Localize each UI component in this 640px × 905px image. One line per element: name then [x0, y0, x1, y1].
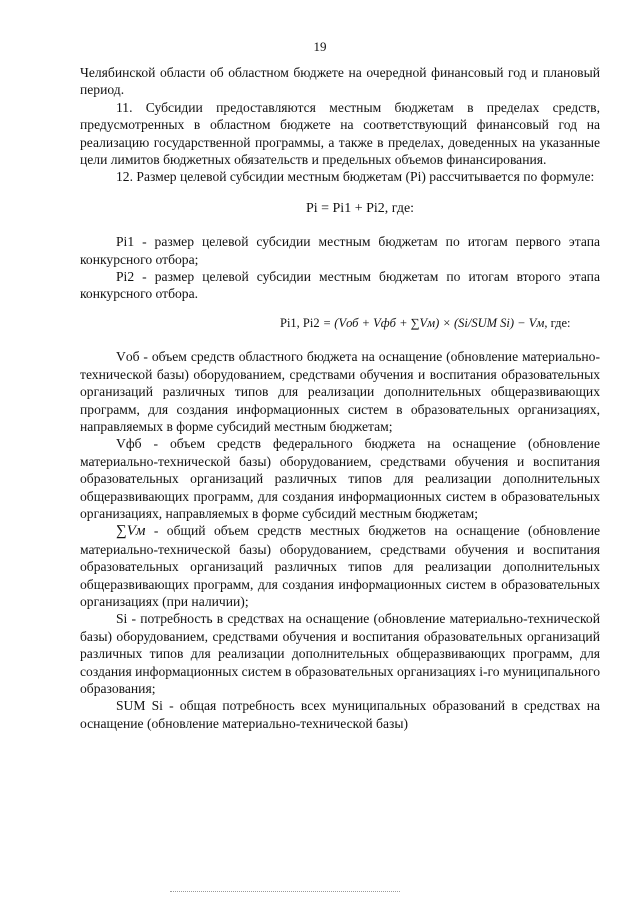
sum-vm-symbol: ∑Vм: [116, 523, 146, 540]
definition-vob: Vоб - объем средств областного бюджета на оснащение (обновление материально-технической базы) оборудованием, средствами обучения и воспитания образовательных организаций различных типов для реализации дополнительных общеразвивающих программ, для создания информационных систем в образовательных организациях, направляемых в форме субсидий местным бюджетам;: [80, 349, 600, 434]
paragraph: Челябинской области об областном бюджете на очередной финансовый год и плановый период.: [80, 65, 600, 98]
definition-pi1: Pi1 - размер целевой субсидии местным бюджетам по итогам первого этапа конкурсного отбора;: [80, 234, 600, 267]
definition-vfb: Vфб - объем средств федерального бюджета на оснащение (обновление материально-технической базы) оборудованием, средствами обучения и воспитания образовательных организаций различных типов для реализации дополнительных общеразвивающих программ, для создания информационных систем в образовательных организациях, направляемых в форме субсидий местным бюджетам;: [80, 436, 600, 521]
formula-subsidy: [80, 315, 600, 332]
formula-expression: = (Vоб + Vфб + ∑Vм) × (Si/SUM Si) − Vм: [322, 315, 545, 330]
definition-sum-vm: [80, 522, 600, 610]
definition-text: - общий объем средств местных бюджетов на оснащение (обновление материально-технической базы) оборудованием, средствами обучения и воспитания образовательных организаций различных типов для реализации дополнительных общеразвивающих программ, для создания информационных систем в образовательных организациях (при наличии);: [80, 523, 600, 609]
definition-si: Si - потребность в средствах на оснащение (обновление материально-технической базы) оборудованием, средствами обучения и воспитания образовательных организаций различных типов для реализации дополнительных общеразвивающих программ, для создания информационных систем в образовательных организациях i-го муниципального образования;: [80, 611, 600, 696]
formula-total: Pi = Pi1 + Pi2, где:: [305, 200, 415, 216]
formula-tail: , где:: [544, 315, 571, 330]
definition-pi2: Pi2 - размер целевой субсидии местным бюджетам по итогам второго этапа конкурсного отбора.: [80, 269, 600, 302]
footer-divider: [170, 891, 400, 893]
paragraph: 11. Субсидии предоставляются местным бюджетам в пределах средств, предусмотренных в областном бюджете на соответствующий финансовый год на реализацию государственной программы, а также в пределах, доведенных на указанные цели лимитов бюджетных обязательств и предельных объемов финансирования.: [80, 99, 600, 168]
formula-lhs: Pi1, Pi2: [280, 315, 320, 330]
paragraph: 12. Размер целевой субсидии местным бюджетам (Pi) рассчитывается по формуле:: [116, 169, 595, 185]
page-number: 19: [313, 39, 327, 54]
page-body: [80, 64, 600, 732]
definition-sum-si: SUM Si - общая потребность всех муниципальных образований в средствах на оснащение (обновление материально-технической базы): [80, 698, 600, 731]
